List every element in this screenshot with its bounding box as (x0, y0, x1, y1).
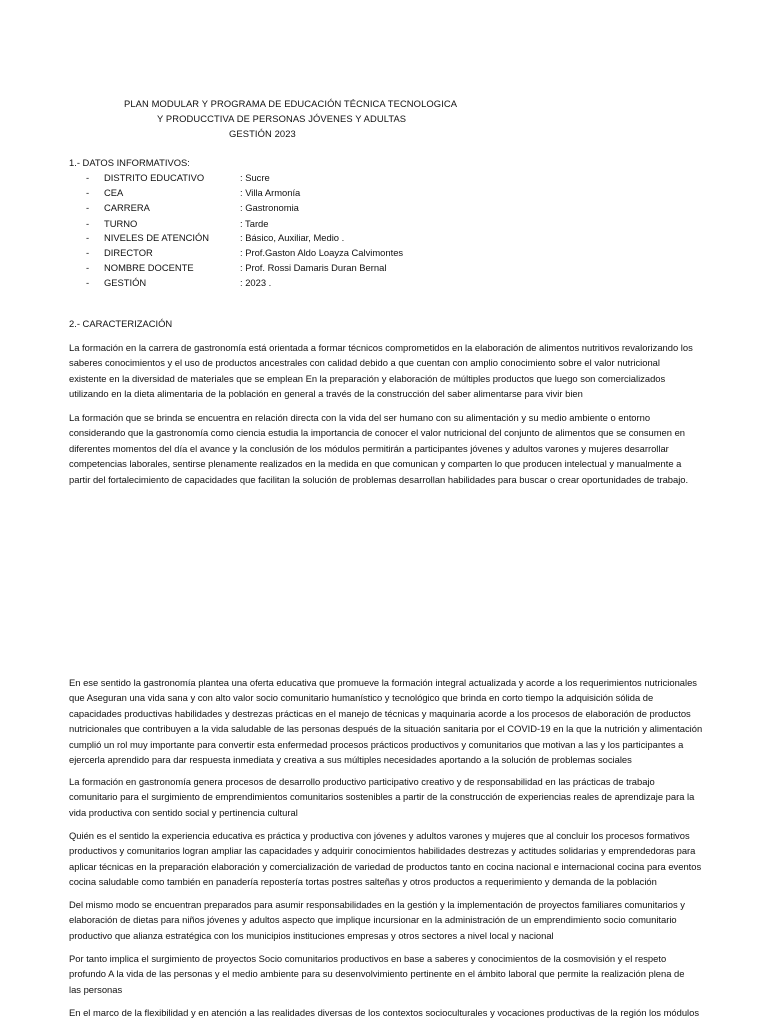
info-value: : Gastronomia (240, 202, 299, 213)
info-label: CEA (104, 187, 124, 198)
text-line: aplicar técnicas en la preparación elaboración y comercialización de variedad de productos tanto en cocina nacional e internacional cocina para eventos (69, 860, 702, 872)
text-line: La formación en la carrera de gastronomía está orientada a formar técnicos comprometidos en la elaboración de alimentos nutritivos revalorizando los (69, 342, 693, 353)
info-label: DIRECTOR (104, 247, 153, 258)
info-value: : Villa Armonía (240, 187, 301, 198)
paragraph-6 (69, 897, 727, 943)
text-line: cocina saludable como también en panadería repostería tortas postres salteñas y otros productos a requerimiento y demanda de la población (69, 876, 657, 888)
list-dash: - (86, 202, 90, 213)
text-line: Del mismo modo se encuentran preparados para asumir responsabilidades en la gestión y la implementación de proyectos familiares comunitarios y (69, 899, 685, 910)
paragraph-4 (69, 774, 727, 820)
list-dash: - (86, 262, 90, 273)
text-line: productivo que alianza estratégica con los municipios instituciones empresas y otros sectores a nivel local y nacional (69, 929, 554, 941)
paragraph-3 (69, 675, 727, 767)
document-title-line-1: PLAN MODULAR Y PROGRAMA DE EDUCACIÓN TÉCNICA TECNOLOGICA (124, 98, 458, 109)
info-value: : Prof. Rossi Damaris Duran Bernal (240, 262, 387, 273)
text-line: La formación en gastronomía genera procesos de desarrollo productivo participativo creativo y de responsabilidad en las prácticas de trabajo (69, 776, 655, 787)
list-dash: - (86, 277, 90, 288)
text-line: ejercerla aprendido para dar respuesta inmediata y creativa a sus múltiples necesidades aportando a la solución de problemas sociales (69, 754, 632, 766)
text-line: existente en la diversidad de materiales que se emplean En la preparación y elaboración de múltiples productos que luego son comercializados (69, 372, 666, 384)
info-value: : 2023 . (240, 277, 272, 288)
text-line: Por tanto implica el surgimiento de proyectos Socio comunitarios productivos en base a saberes y conocimientos de la cosmovisión y el respeto (69, 953, 667, 964)
document-title-line-3: GESTIÓN 2023 (229, 128, 296, 139)
text-line: En ese sentido la gastronomía plantea una oferta educativa que promueve la formación integral actualizada y acorde a los requerimientos nutricionales (69, 677, 697, 688)
text-line: cumplió un rol muy importante para convertir esta enfermedad procesos prácticos productivos y comunitarios que motivan a las y los participantes a (69, 738, 684, 750)
paragraph-7 (69, 951, 727, 997)
text-line: utilizando en la dieta alimentaria de la población en general a través de la construcción del saber alimentarse para vivir bien (69, 388, 583, 400)
text-line: En el marco de la flexibilidad y en atención a las realidades diversas de los contextos socioculturales y vocaciones productivas de la región los módulos (69, 1007, 700, 1018)
paragraph-5 (69, 828, 727, 890)
info-label: TURNO (104, 218, 138, 229)
paragraph-2 (69, 410, 727, 487)
list-dash: - (86, 247, 90, 258)
text-line: vida productiva con sentido social y pertinencia cultural (69, 806, 298, 818)
info-label: DISTRITO EDUCATIVO (104, 172, 205, 183)
text-line: que Aseguran una vida sana y con alto valor socio comunitario humanístico y tecnológico que brinda en corto tiempo la adquisición sólida de (69, 692, 654, 704)
text-line: comunitario para el surgimiento de emprendimientos comunitarios sostenibles a partir de la construcción de experiencias reales de aprendizaje para la (69, 791, 695, 803)
info-value: : Sucre (240, 172, 270, 183)
text-line: profundo A la vida de las personas y el medio ambiente para su desenvolvimiento pertinente en el ámbito laboral que permite la realización plena de (69, 968, 685, 980)
info-value: : Tarde (240, 218, 269, 229)
info-label: GESTIÓN (104, 277, 147, 288)
text-line: las personas (69, 983, 123, 995)
text-line: competencias laborales, sentirse plenamente realizados en la medida en que comunican y comparten lo que producen intelectual y manualmente a (69, 458, 682, 470)
text-line: considerando que la gastronomía como ciencia estudia la importancia de conocer el valor nutricional del conjunto de alimentos que se consumen en (69, 427, 685, 439)
document-title-line-2: Y PRODUCCTIVA DE PERSONAS JÓVENES Y ADULTAS (157, 113, 407, 124)
list-dash: - (86, 187, 90, 198)
text-line: diferentes momentos del día el avance y la conclusión de los módulos permitirán a participantes jóvenes y adultos varones y mujeres desarrollar (69, 442, 669, 454)
info-label: NOMBRE DOCENTE (104, 262, 194, 273)
info-value: : Básico, Auxiliar, Medio . (240, 232, 345, 243)
info-value: : Prof.Gaston Aldo Loayza Calvimontes (240, 247, 404, 258)
text-line: saberes conocimientos y el uso de productos ancestrales con calidad debido a que cuentan con amplio conocimiento sobre el valor nutricional (69, 357, 660, 369)
list-dash: - (86, 172, 90, 183)
text-line: partir del fortalecimiento de capacidades que facilitan la solución de problemas desarrollan habilidades para buscar o crear oportunidades de trabajo. (69, 473, 689, 485)
text-line: productivos y comunitarios logran ampliar las capacidades y adquirir conocimientos habilidades destrezas y actitudes solidarias y emprendedoras para (69, 845, 696, 857)
section-heading-datos: 1.- DATOS INFORMATIVOS: (69, 157, 190, 168)
info-label: NIVELES DE ATENCIÓN (104, 232, 210, 243)
paragraph-1 (69, 340, 727, 402)
list-dash: - (86, 232, 90, 243)
text-line: Quién es el sentido la experiencia educativa es práctica y productiva con jóvenes y adultos varones y mujeres que al concluir los procesos formativos (69, 830, 690, 841)
list-dash: - (86, 218, 90, 229)
text-line: La formación que se brinda se encuentra en relación directa con la vida del ser humano con su alimentación y su medio ambiente o entorno (69, 412, 651, 423)
section-heading-caracterizacion: 2.- CARACTERIZACIÓN (69, 318, 173, 329)
text-line: nutricionales que contribuyen a la vida saludable de las personas después de la situación sanitaria por el COVID-19 en la que la nutrición y alimentación (69, 723, 703, 735)
text-line: elaboración de dietas para niños jóvenes y adultos aspecto que implique incursionar en la administración de un emprendimiento socio comunitario (69, 914, 677, 926)
text-line: capacidades productivas habilidades y destrezas prácticas en el manejo de técnicas y maquinaria acorde a los procesos de elaboración de productos (69, 707, 691, 719)
paragraph-8 (69, 1005, 727, 1020)
info-label: CARRERA (104, 202, 150, 213)
